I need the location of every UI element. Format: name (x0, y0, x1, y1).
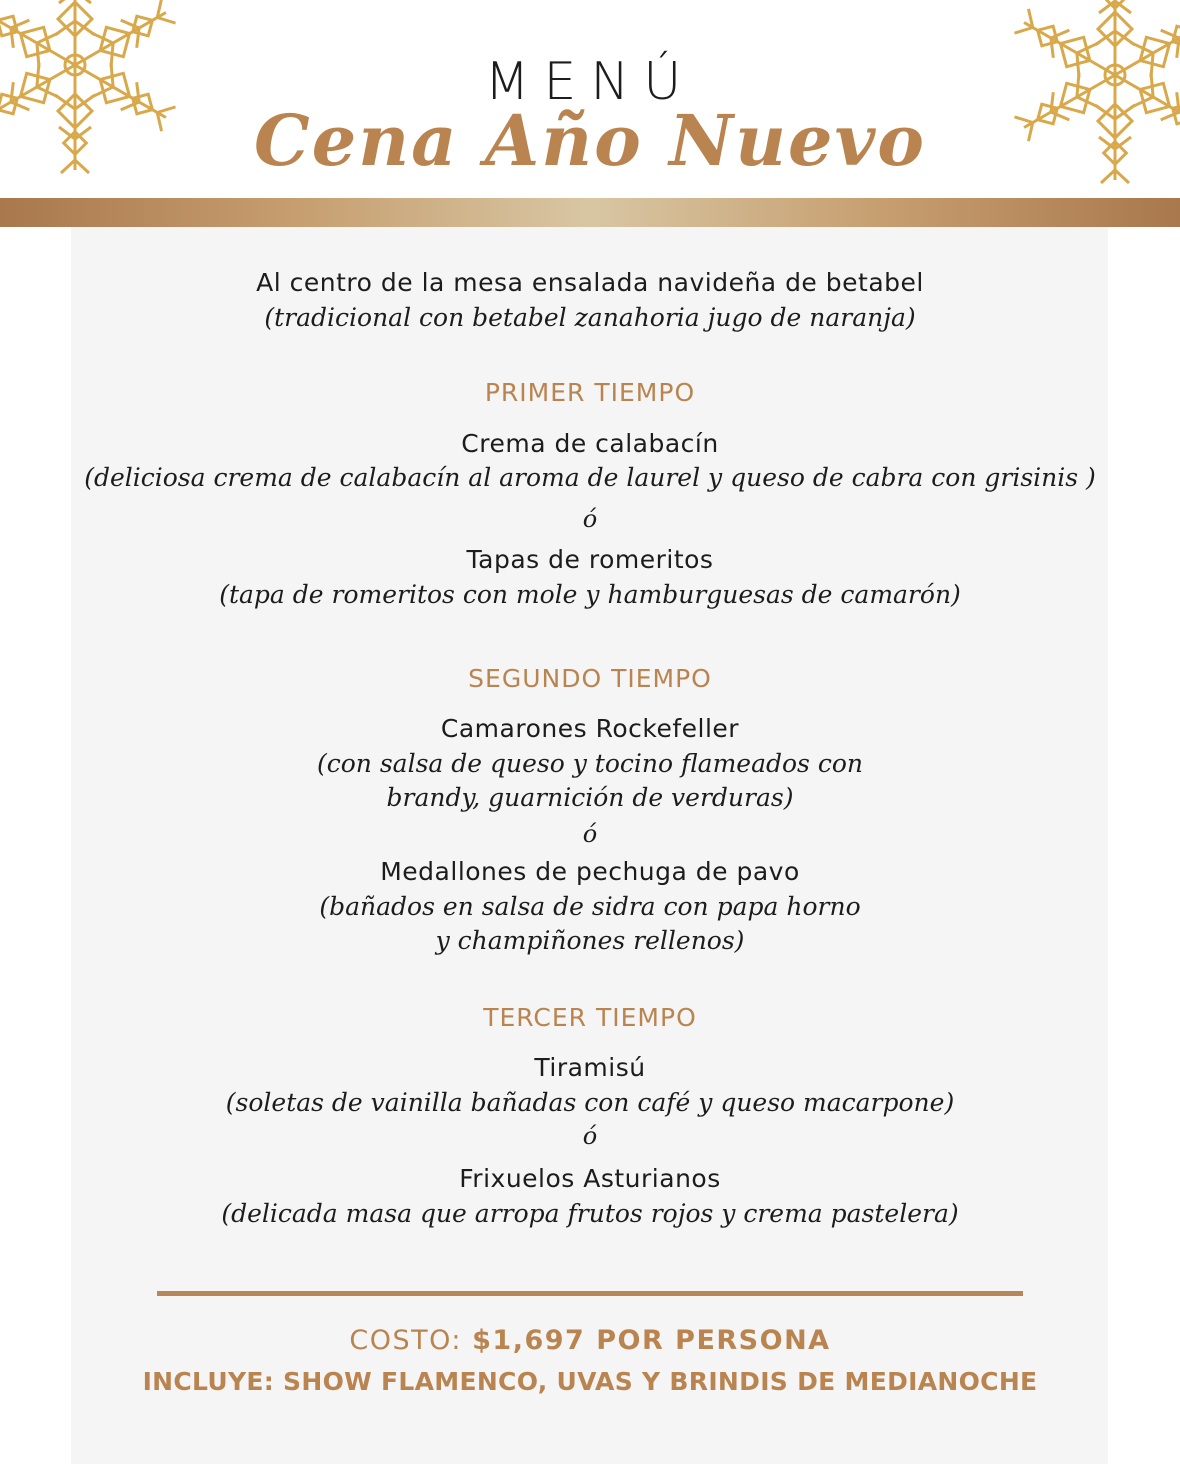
second-course-option2-description-line1: (bañados en salsa de sidra con papa horno (319, 892, 861, 921)
third-course-option2-dish: Frixuelos Asturianos (459, 1164, 721, 1193)
first-course-option2-description: (tapa de romeritos con mole y hamburguesas de camarón) (219, 580, 961, 609)
or-separator: ó (582, 820, 598, 848)
cost-value: $1,697 POR PERSONA (472, 1325, 831, 1356)
first-course-option2-dish: Tapas de romeritos (466, 545, 714, 574)
third-course-option2-description: (delicada masa que arropa frutos rojos y crema pastelera) (221, 1199, 959, 1228)
second-course-option2-dish: Medallones de pechuga de pavo (380, 857, 800, 886)
second-course-option1-dish: Camarones Rockefeller (440, 714, 740, 743)
cost-label: COSTO: (349, 1325, 463, 1356)
intro-description: (tradicional con betabel zanahoria jugo de naranja) (264, 303, 916, 332)
second-course-option1-description-line2: brandy, guarnición de verduras) (386, 783, 794, 812)
first-course-heading: PRIMER TIEMPO (484, 378, 696, 407)
menu-heading: MENÚ (484, 52, 696, 112)
intro-dish: Al centro de la mesa ensalada navideña de betabel (256, 268, 924, 297)
includes-line: INCLUYE: SHOW FLAMENCO, UVAS Y BRINDIS DE MEDIANOCHE (142, 1367, 1038, 1396)
second-course-heading: SEGUNDO TIEMPO (468, 664, 712, 693)
page-title: Cena Año Nuevo (254, 99, 926, 182)
second-course-option1-description-line1: (con salsa de queso y tocino flameados con (317, 749, 863, 778)
second-course-option2-description-line2: y champiñones rellenos) (435, 926, 745, 955)
first-course-option1-description: (deliciosa crema de calabacín al aroma de laurel y queso de cabra con grisinis ) (84, 463, 1096, 492)
third-course-heading: TERCER TIEMPO (483, 1003, 697, 1032)
third-course-option1-description: (soletas de vainilla bañadas con café y queso macarpone) (225, 1088, 955, 1117)
third-course-option1-dish: Tiramisú (534, 1053, 646, 1082)
or-separator: ó (582, 505, 598, 533)
footer-divider (157, 1291, 1023, 1296)
first-course-option1-dish: Crema de calabacín (461, 429, 719, 458)
cost-line (0, 1325, 1180, 1356)
gold-band-divider (0, 198, 1180, 227)
or-separator: ó (582, 1122, 598, 1150)
